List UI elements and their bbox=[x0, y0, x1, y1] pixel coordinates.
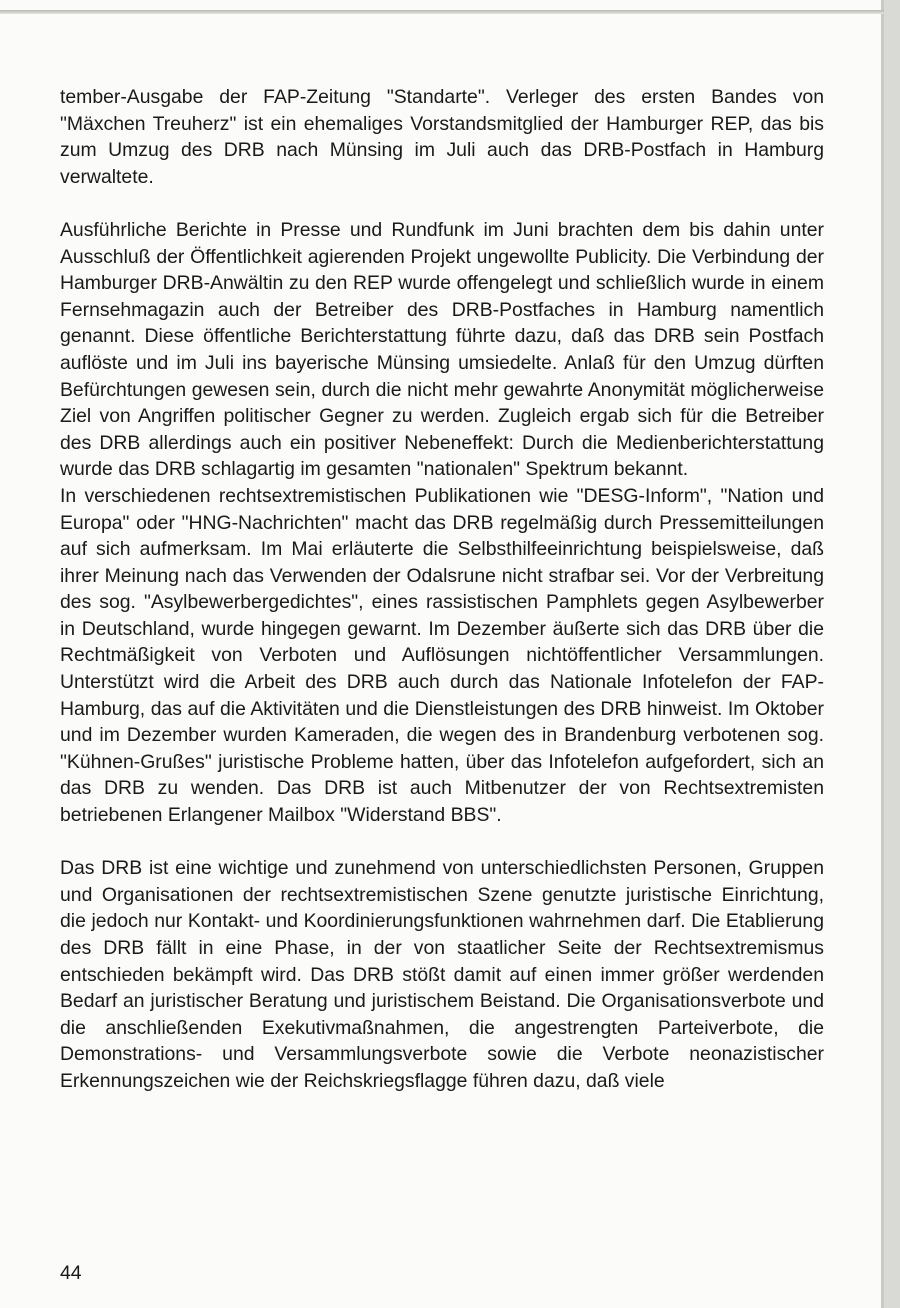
page-number: 44 bbox=[60, 1262, 82, 1284]
paragraph-1: tember-Ausgabe der FAP-Zeitung "Standarte". Verleger des ersten Bandes von "Mäxchen Treuherz" ist ein ehemaliges Vorstandsmitglied der Hamburger REP, das bis zum Umzug des DRB nach Münsing im Juli auch das DRB-Postfach in Hamburg verwaltete. bbox=[60, 86, 824, 188]
paragraph-3: In verschiedenen rechtsextremistischen Publikationen wie "DESG-Inform", "Nation und Europa" oder "HNG-Nachrichten" macht das DRB regelmäßig durch Pressemitteilungen auf sich aufmerksam. Im Mai erläuterte die Selbsthilfeeinrichtung beispielsweise, daß ihrer Meinung nach das Verwenden der Odalsrune nicht strafbar sei. Vor der Verbreitung des sog. "Asylbewerbergedichtes", eines rassistischen Pamphlets gegen Asylbewerber in Deutschland, wurde hingegen gewarnt. Im Dezember äußerte sich das DRB über die Rechtmäßigkeit von Verboten und Auflösungen nichtöffentlicher Versammlungen. Unterstützt wird die Arbeit des DRB auch durch das Nationale Infotelefon der FAP-Hamburg, das auf die Aktivitäten und die Dienstleistungen des DRB hinweist. Im Oktober und im Dezember wurden Kameraden, die wegen des in Brandenburg verbotenen sog. "Kühnen-Grußes" juristische Probleme hatten, über das Infotelefon aufgefordert, sich an das DRB zu wenden. Das DRB ist auch Mitbenutzer der von Rechtsextremisten betriebenen Erlangener Mailbox "Widerstand BBS". bbox=[60, 484, 824, 827]
page-top-edge bbox=[0, 10, 884, 14]
paragraph-4: Das DRB ist eine wichtige und zunehmend von unterschiedlichsten Personen, Gruppen und Organisationen der rechtsextremistischen Szene genutzte juristische Einrichtung, die jedoch nur Kontakt- und Koordinierungsfunktionen wahrnehmen darf. Die Etablierung des DRB fällt in eine Phase, in der von staatlicher Seite der Rechtsextremismus entschieden bekämpft wird. Das DRB stößt damit auf einen immer größer werdenden Bedarf an juristischer Beratung und juristischem Beistand. Die Organisationsverbote und die anschließenden Exekutivmaßnahmen, die angestrengten Parteiverbote, die Demonstrations- und Versammlungsverbote sowie die Verbote neonazistischer Erkennungszeichen wie der Reichskriegsflagge führen dazu, daß viele bbox=[60, 857, 824, 1092]
paragraph-2: Ausführliche Berichte in Presse und Rundfunk im Juni brachten dem bis dahin unter Ausschluß der Öffentlichkeit agierenden Projekt ungewollte Publicity. Die Verbindung der Hamburger DRB-Anwältin zu den REP wurde offengelegt und schließlich wurde in einem Fernsehmagazin auch der Betreiber des DRB-Postfaches in Hamburg namentlich genannt. Diese öffentliche Berichterstattung führte dazu, daß das DRB sein Postfach auflöste und im Juli ins bayerische Münsing umsiedelte. Anlaß für den Umzug dürften Befürchtungen gewesen sein, durch die nicht mehr gewahrte Anonymität möglicherweise Ziel von Angriffen politischer Gegner zu werden. Zugleich ergab sich für die Betreiber des DRB allerdings auch ein positiver Nebeneffekt: Durch die Medienberichterstattung wurde das DRB schlagartig im gesamten "nationalen" Spektrum bekannt. bbox=[60, 218, 824, 481]
body-text bbox=[60, 84, 824, 1095]
